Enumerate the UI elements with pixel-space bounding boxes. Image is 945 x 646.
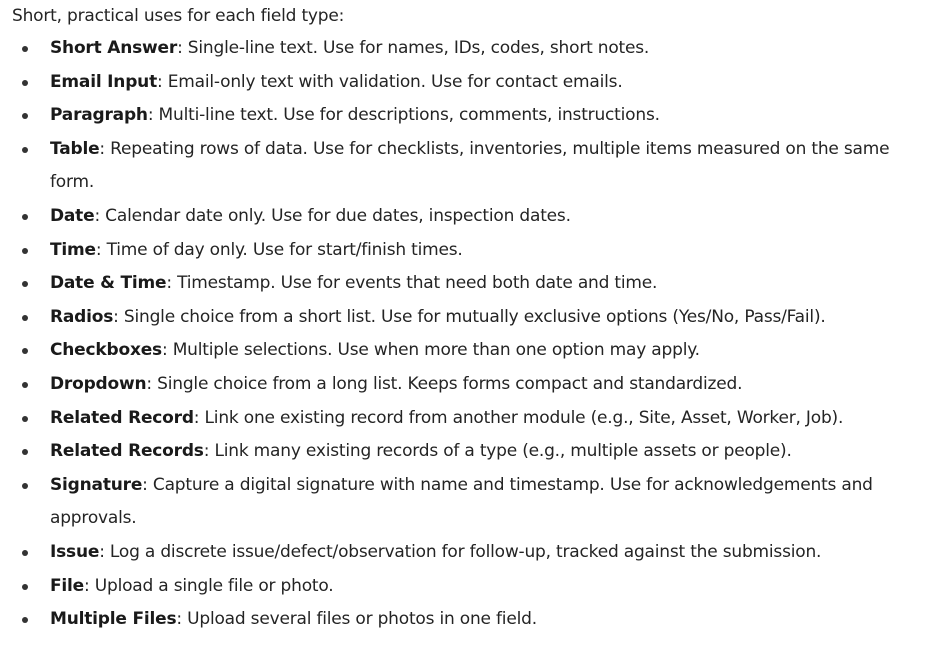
list-item bbox=[12, 603, 900, 637]
bullet-icon bbox=[22, 46, 28, 52]
field-type-name: Issue bbox=[50, 541, 100, 562]
list-item bbox=[12, 570, 900, 604]
list-item bbox=[12, 469, 900, 536]
intro-text: Short, practical uses for each field type: bbox=[12, 6, 345, 26]
list-item bbox=[12, 536, 900, 570]
list-item bbox=[12, 133, 900, 200]
bullet-icon bbox=[22, 315, 28, 321]
list-item bbox=[12, 200, 900, 234]
bullet-icon bbox=[22, 449, 28, 455]
field-type-description: : Single-line text. Use for names, IDs, codes, short notes. bbox=[177, 38, 650, 58]
field-type-description: : Time of day only. Use for start/finish times. bbox=[95, 239, 463, 260]
field-type-name: Dropdown bbox=[50, 373, 147, 394]
list-item bbox=[12, 301, 900, 335]
bullet-icon bbox=[22, 483, 28, 489]
field-type-list bbox=[12, 32, 912, 637]
field-type-name: Email Input bbox=[50, 71, 157, 92]
field-type-description: : Calendar date only. Use for due dates, inspection dates. bbox=[94, 205, 571, 226]
field-type-name: Signature bbox=[50, 474, 143, 495]
field-type-description: : Log a discrete issue/defect/observation for follow-up, tracked against the submission. bbox=[99, 541, 822, 562]
bullet-icon bbox=[22, 382, 28, 388]
bullet-icon bbox=[22, 248, 28, 254]
field-type-name: Related Record bbox=[50, 407, 194, 428]
field-type-description: : Single choice from a long list. Keeps forms compact and standardized. bbox=[146, 373, 743, 394]
bullet-icon bbox=[22, 584, 28, 590]
bullet-icon bbox=[22, 113, 28, 119]
list-item bbox=[12, 99, 900, 133]
list-item bbox=[12, 234, 900, 268]
list-item bbox=[12, 368, 900, 402]
bullet-icon bbox=[22, 214, 28, 220]
field-type-name: Multiple Files bbox=[50, 609, 177, 630]
bullet-icon bbox=[22, 617, 28, 623]
field-type-name: File bbox=[50, 575, 84, 596]
field-type-name: Short Answer bbox=[50, 38, 178, 58]
field-type-description: : Repeating rows of data. Use for checklists, inventories, multiple items measured on the same form. bbox=[50, 138, 890, 193]
field-type-name: Table bbox=[50, 138, 100, 159]
field-type-name: Date bbox=[50, 205, 95, 226]
field-type-description: : Email-only text with validation. Use for contact emails. bbox=[157, 71, 623, 92]
field-type-description: : Upload several files or photos in one field. bbox=[176, 609, 537, 630]
list-item bbox=[12, 435, 900, 469]
field-type-description: : Single choice from a short list. Use for mutually exclusive options (Yes/No, Pass/Fail). bbox=[113, 306, 826, 327]
field-type-name: Time bbox=[50, 239, 96, 260]
field-type-name: Radios bbox=[50, 306, 114, 327]
field-type-name: Checkboxes bbox=[50, 340, 162, 361]
field-type-name: Paragraph bbox=[50, 105, 148, 126]
field-type-description: : Link many existing records of a type (e.g., multiple assets or people). bbox=[203, 441, 792, 462]
field-type-description: : Capture a digital signature with name and timestamp. Use for acknowledgements and approvals. bbox=[50, 474, 873, 529]
field-type-name: Date & Time bbox=[50, 273, 167, 294]
bullet-icon bbox=[22, 348, 28, 354]
field-type-description: : Multiple selections. Use when more than one option may apply. bbox=[161, 340, 700, 361]
list-item bbox=[12, 267, 900, 301]
field-type-description: : Link one existing record from another module (e.g., Site, Asset, Worker, Job). bbox=[193, 407, 844, 428]
list-item bbox=[12, 402, 900, 436]
field-type-description: : Timestamp. Use for events that need both date and time. bbox=[166, 273, 658, 294]
bullet-icon bbox=[22, 281, 28, 287]
list-item bbox=[12, 66, 900, 100]
list-item bbox=[12, 32, 900, 66]
bullet-icon bbox=[22, 416, 28, 422]
bullet-icon bbox=[22, 147, 28, 153]
field-type-name: Related Records bbox=[50, 441, 204, 462]
bullet-icon bbox=[22, 550, 28, 556]
list-item bbox=[12, 334, 900, 368]
field-type-description: : Multi-line text. Use for descriptions, comments, instructions. bbox=[147, 105, 660, 126]
bullet-icon bbox=[22, 80, 28, 86]
field-type-description: : Upload a single file or photo. bbox=[84, 575, 334, 596]
